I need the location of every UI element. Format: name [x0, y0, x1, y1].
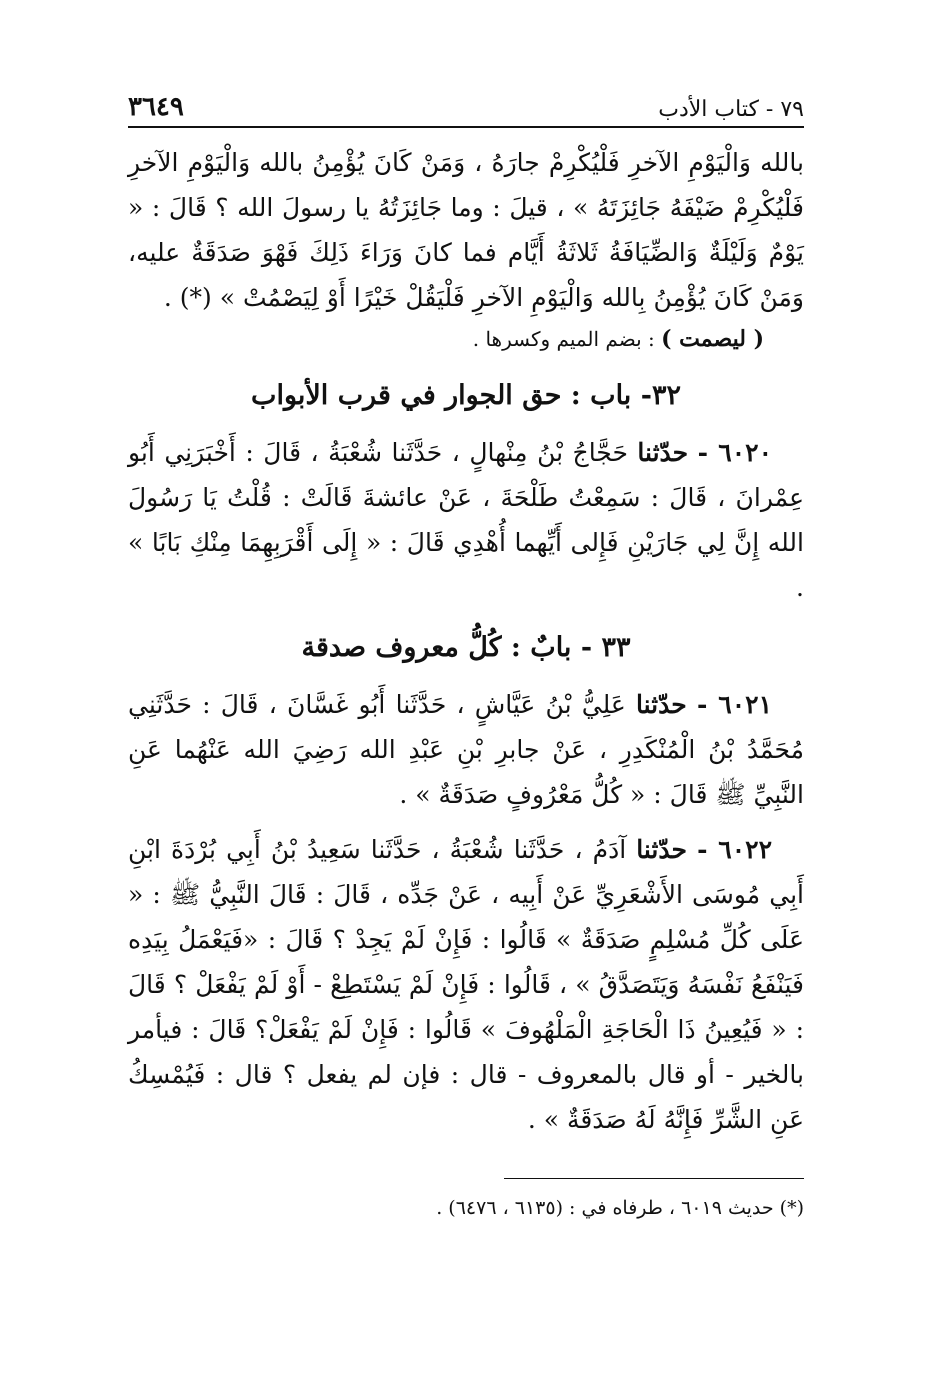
header-rule [128, 126, 804, 128]
hadith-text: عَلِيُّ بْنُ عَيَّاشٍ ، حَدَّثَنا أَبُو غَسَّانَ ، قَالَ : حَدَّثَنِي مُحَمَّدُ بْنُ الْمُنْكَدِرِ ، عَنْ جابرِ بْنِ عَبْدِ الله رَضِيَ الله عَنْهُما عَنِ النَّبِيِّ ﷺ قَالَ : « كُلُّ مَعْرُوفٍ صَدَقَةٌ » . [128, 690, 804, 809]
hadith-opening: حدّثنا [636, 690, 687, 719]
hadith-6020 [128, 430, 804, 610]
hadith-6021 [128, 682, 804, 817]
hadith-number: ٦٠٢٢ - [697, 835, 772, 864]
gloss-text: : بضم الميم وكسرها . [472, 327, 662, 351]
hadith-text: آدَمُ ، حَدَّثَنا شُعْبَةُ ، حَدَّثَنا سَعِيدُ بْنُ أَبِي بُرْدَةَ ابْنِ أَبِي مُوسَى الأَشْعَرِيِّ عَنْ أَبِيه ، عَنْ جَدِّه ، قَالَ : قَالَ النَّبِيُّ ﷺ : « عَلَى كُلِّ مُسْلِمٍ صَدَقَةٌ » قَالُوا : فَإِنْ لَمْ يَجِدْ ؟ قَالَ : «فَيَعْمَلُ بِيَدِه فَيَنْفَعُ نَفْسَهُ وَيَتَصَدَّقُ » ، قَالُوا : فَإِنْ لَمْ يَسْتَطِعْ - أَوْ لَمْ يَفْعَلْ ؟ قَالَ : « فَيُعِينُ ذَا الْحَاجَةِ الْمَلْهُوفَ » قَالُوا : فَإِنْ لَمْ يَفْعَلْ؟ قَالَ : فيأمر بالخير - أو قال بالمعروف - قال : فإن لم يفعل ؟ قال : فَيُمْسِكُ عَنِ الشَّرِّ فَإِنَّهُ لَهُ صَدَقَةٌ » . [128, 835, 804, 1134]
hadith-opening: حدّثنا [637, 438, 689, 467]
hadith-text: حَجَّاجُ بْنُ مِنْهالٍ ، حَدَّثَنا شُعْبَةُ ، قَالَ : أَخْبَرَنِي أَبُو عِمْرانَ ، قَالَ : سَمِعْتُ طَلْحَةَ ، عَنْ عائشةَ قَالَتْ : قُلْتُ يَا رَسُولَ الله إِنَّ لِي جَارَيْنِ فَإِلى أَيِّهما أُهْدِي قَالَ : « إِلَى أَقْرَبِهِمَا مِنْكِ بَابًا » . [128, 438, 804, 602]
hadith-number: ٦٠٢١ - [696, 690, 772, 719]
gloss-term: ( ليصمت ) [661, 326, 764, 352]
intro-paragraph: بالله وَالْيَوْمِ الآخرِ فَلْيُكْرِمْ جارَهُ ، وَمَنْ كَانَ يُؤْمِنُ بالله وَالْيَوْمِ الآخرِ فَلْيُكْرِمْ ضَيْفَهُ جَائِزَتَهُ » ، قيلَ : وما جَائِزَتُهُ يا رسولَ الله ؟ قَالَ : « يَوْمٌ وَلَيْلَةٌ وَالضِّيَافَةُ ثَلاثَةُ أَيَّام فما كانَ وَرَاءَ ذَلِكَ فَهْوَ صَدَقَةٌ عليه، وَمَنْ كَانَ يُؤْمِنُ بِالله وَالْيَوْمِ الآخرِ فَلْيَقُلْ خَيْرًا أَوْ لِيَصْمُتْ » (*) . [128, 148, 804, 312]
hadith-6022 [128, 827, 804, 1142]
chapter-heading-33: ٣٣ - بابٌ : كُلُّ معروف صدقة [301, 632, 631, 663]
footnote-rule [504, 1178, 804, 1179]
page-number: ٣٦٤٩ [128, 92, 184, 122]
chapter-heading-32: ٣٢- باب : حق الجوار في قرب الأبواب [251, 380, 681, 411]
page-header [128, 78, 804, 122]
hadith-opening: حدّثنا [636, 835, 687, 864]
running-chapter-title: ٧٩ - كتاب الأدب [658, 97, 804, 122]
gloss-note [128, 320, 804, 358]
hadith-number: ٦٠٢٠ - [697, 438, 772, 467]
footnote: (*) حديث ٦٠١٩ ، طرفاه في : (٦١٣٥ ، ٦٤٧٦) . [436, 1197, 804, 1219]
